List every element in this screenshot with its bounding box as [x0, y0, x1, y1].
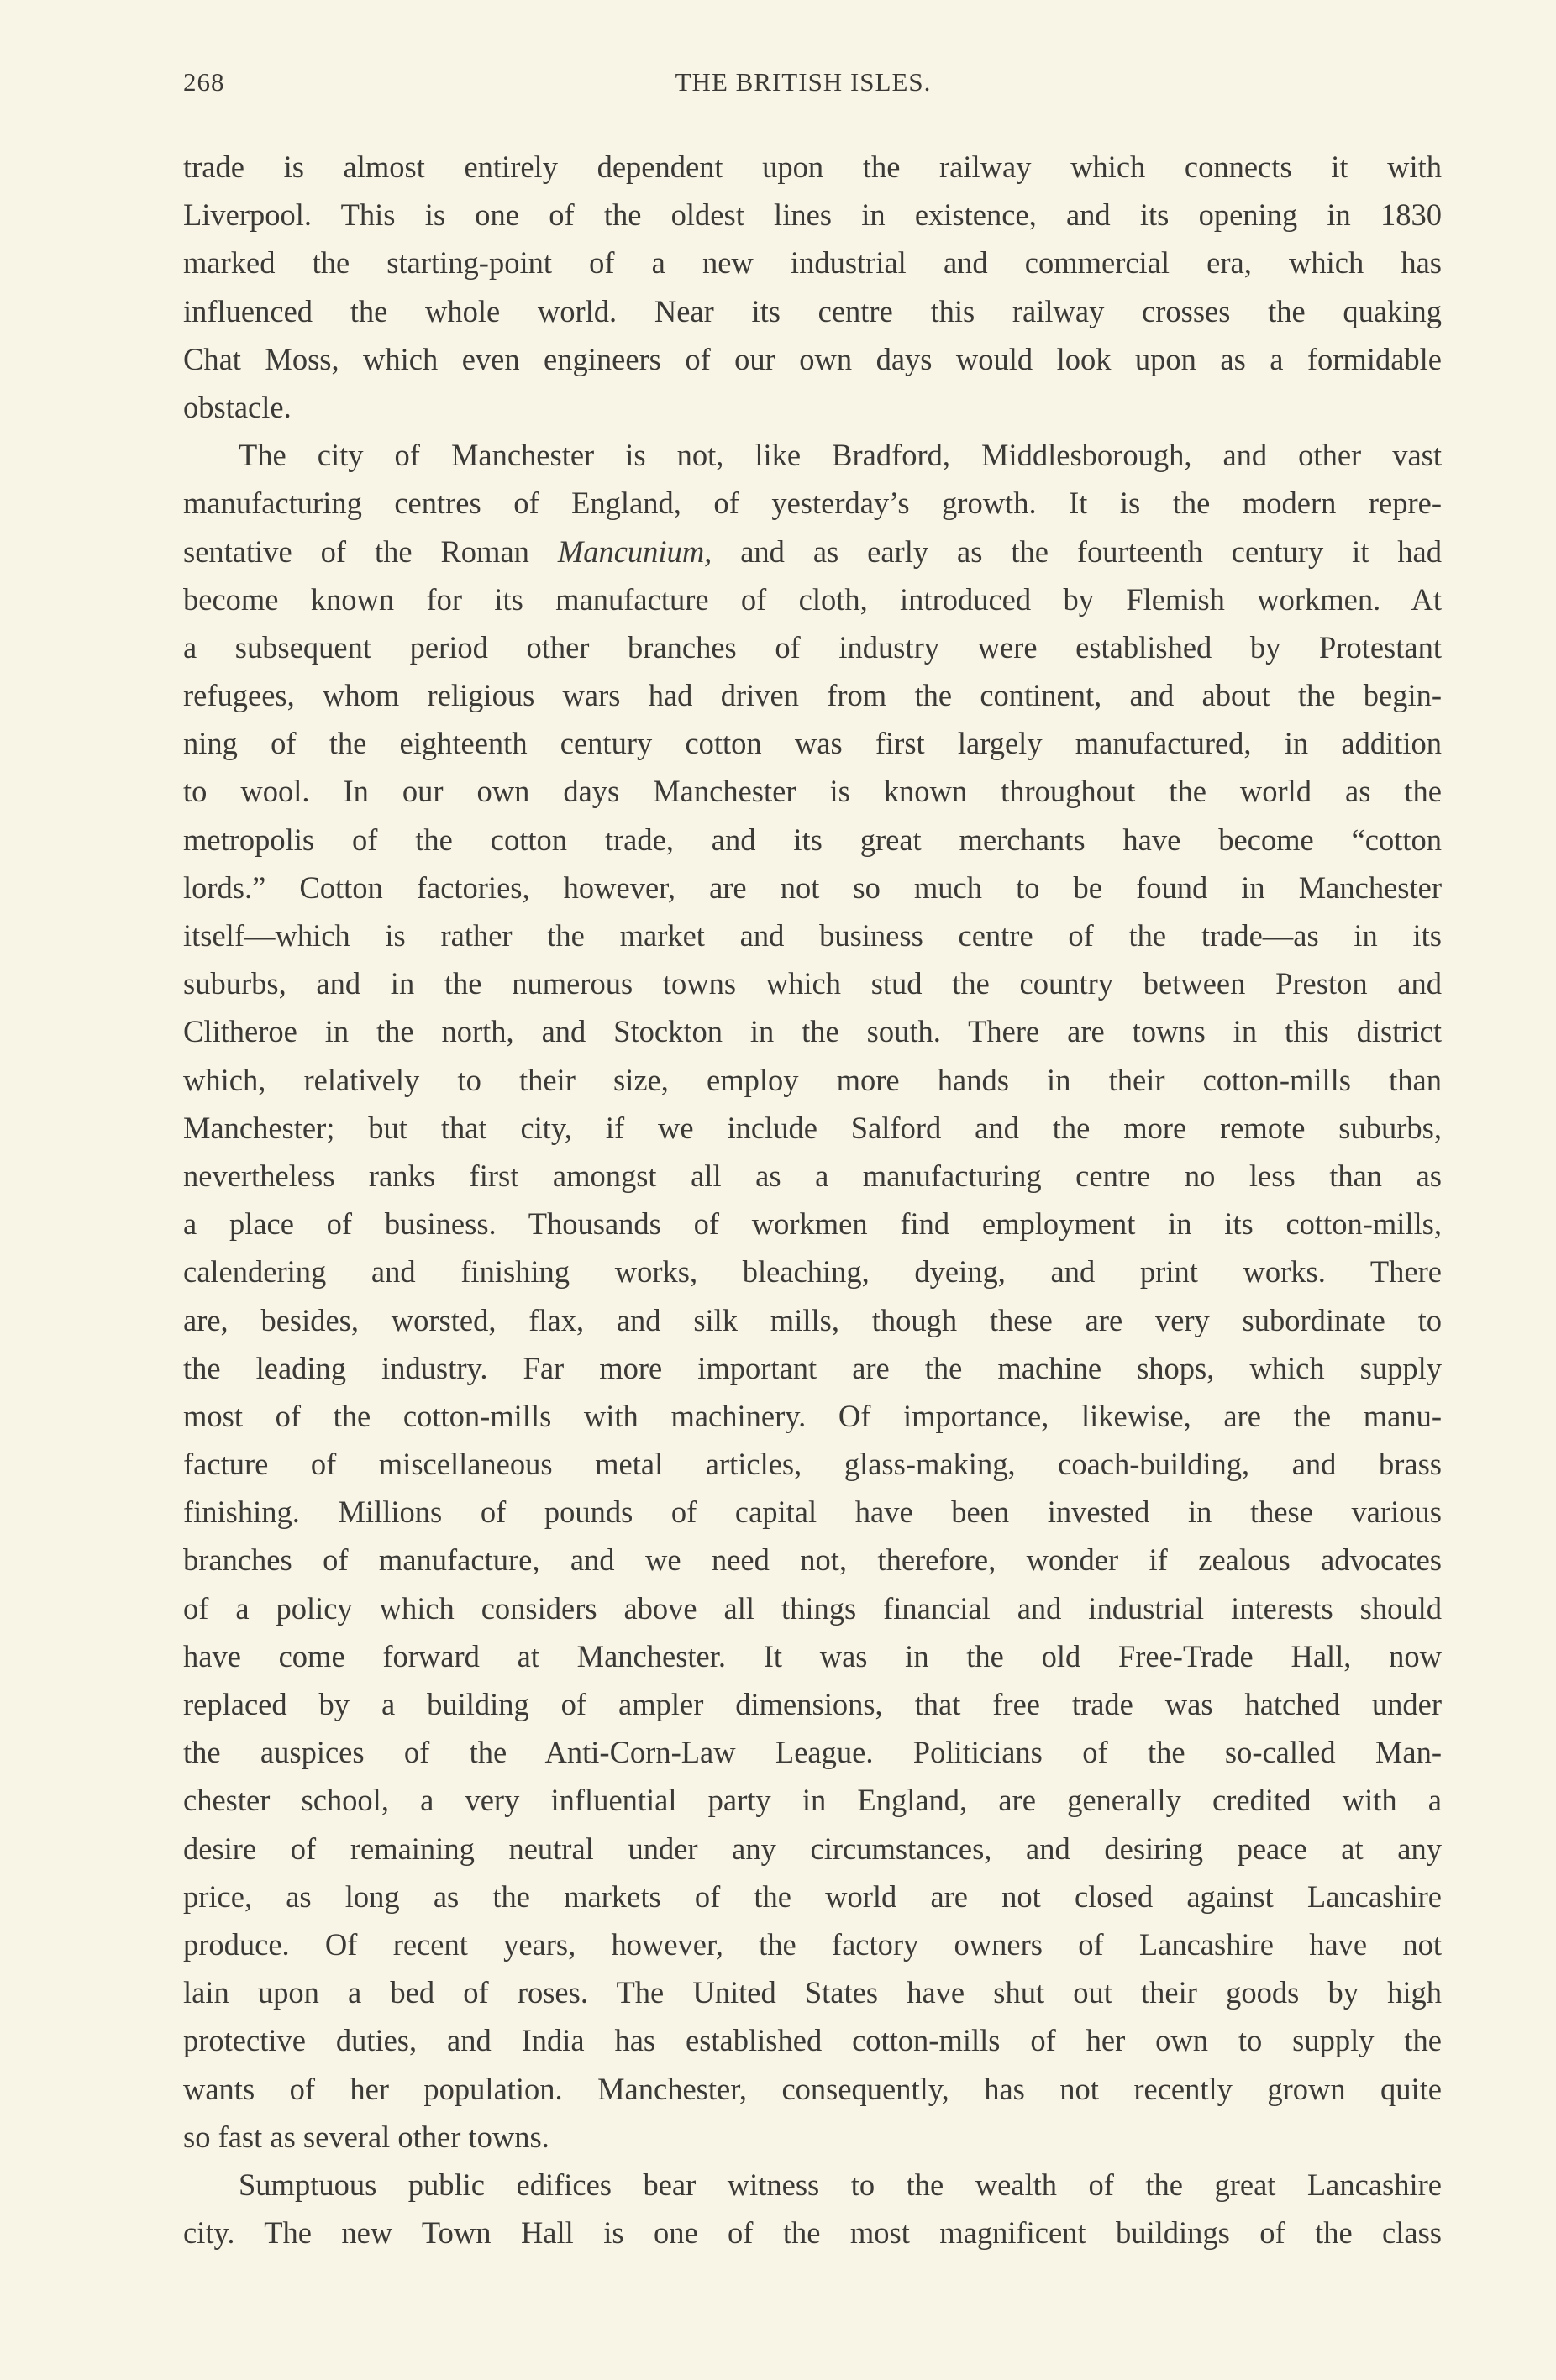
text-line [183, 1632, 1442, 1680]
text-line [183, 1728, 1442, 1776]
text-line [183, 1007, 1442, 1055]
text-line-content: the leading industry. Far more important are the machine shops, which supply [183, 1350, 1442, 1385]
text-line [183, 1392, 1442, 1440]
text-line-content: a subsequent period other branches of industry were established by Protestant [183, 629, 1442, 665]
text-line [183, 1873, 1442, 1920]
text-line [183, 287, 1442, 335]
text-line-content: Clitheroe in the north, and Stockton in the south. There are towns in this district [183, 1014, 1442, 1049]
text-line-content: which, relatively to their size, employ more hands in their cotton-mills than [183, 1062, 1442, 1097]
text-line-content: branches of manufacture, and we need not, therefore, wonder if zealous advocates [183, 1542, 1442, 1578]
text-line-content: ning of the eighteenth century cotton was first largely manufactured, in addition [183, 726, 1442, 761]
text-line [183, 1536, 1442, 1584]
text-line [183, 143, 1442, 191]
text-line-content: nevertheless ranks first amongst all as a manufacturing centre no less than as [183, 1158, 1442, 1193]
text-line [183, 1968, 1442, 2016]
text-line [183, 671, 1442, 719]
text-line-content: price, as long as the markets of the world are not closed against Lancashire [183, 1878, 1442, 1914]
text-line [183, 431, 1442, 479]
text-line-content: so fast as several other towns. [183, 2119, 549, 2154]
text-line [183, 864, 1442, 912]
text-line-content: Manchester; but that city, if we include Salford and the more remote suburbs, [183, 1110, 1442, 1145]
body-text [183, 143, 1442, 2257]
text-line [183, 1248, 1442, 1295]
text-line [183, 1296, 1442, 1344]
text-line-content: most of the cotton-mills with machinery. Of importance, likewise, are the manu- [183, 1398, 1442, 1433]
text-line-content: calendering and finishing works, bleaching, dyeing, and print works. There [183, 1254, 1442, 1290]
text-line [183, 1440, 1442, 1488]
text-line [183, 1776, 1442, 1824]
text-line-content: to wool. In our own days Manchester is known throughout the world as the [183, 774, 1442, 809]
text-line [183, 912, 1442, 959]
text-line-content: replaced by a building of ampler dimensions, that free trade was hatched under [183, 1687, 1442, 1721]
text-line-content: sentative of the Roman [183, 533, 558, 569]
text-line-content: a place of business. Thousands of workmen find employment in its cotton-mills, [183, 1206, 1442, 1242]
text-line-continuation: and as early as the fourteenth century it had [712, 533, 1443, 569]
italic-term: Mancunium, [557, 533, 712, 569]
text-line-content: influenced the whole world. Near its centre this railway crosses the quaking [183, 293, 1442, 328]
text-line [183, 1488, 1442, 1536]
text-line [183, 1152, 1442, 1200]
text-line [183, 528, 1442, 575]
text-line [183, 479, 1442, 527]
text-line-content: lords.” Cotton factories, however, are not so much to be found in Manchester [183, 870, 1442, 905]
text-line [183, 2065, 1442, 2113]
text-line-content: lain upon a bed of roses. The United States have shut out their goods by high [183, 1975, 1442, 2010]
text-line [183, 239, 1442, 286]
text-line-content: trade is almost entirely dependent upon the railway which connects it with [183, 150, 1442, 184]
text-line-content: the auspices of the Anti-Corn-Law League. Politicians of the so-called Man- [183, 1735, 1442, 1770]
text-line-content: Chat Moss, which even engineers of our own days would look upon as a formidable [183, 341, 1442, 376]
text-line-content: finishing. Millions of pounds of capital have been invested in these various [183, 1495, 1442, 1530]
text-line-content: Liverpool. This is one of the oldest lines in existence, and its opening in 1830 [183, 197, 1442, 233]
text-line-content: The city of Manchester is not, like Bradford, Middlesborough, and other vast [239, 438, 1442, 473]
text-line [183, 383, 1442, 431]
text-line [183, 1104, 1442, 1152]
text-line-content: chester school, a very influential party in England, are generally credited with a [183, 1783, 1442, 1818]
text-line-content: wants of her population. Manchester, consequently, has not recently grown quite [183, 2071, 1442, 2106]
text-line-content: are, besides, worsted, flax, and silk mills, though these are very subordinate to [183, 1302, 1442, 1337]
text-line-content: obstacle. [183, 389, 292, 424]
page-number: 268 [183, 67, 225, 97]
text-line-content: desire of remaining neutral under any circumstances, and desiring peace at any [183, 1831, 1442, 1866]
text-line [183, 1680, 1442, 1728]
text-line [183, 1584, 1442, 1632]
text-line [183, 767, 1442, 815]
text-line [183, 719, 1442, 767]
text-line [183, 816, 1442, 864]
text-line [183, 623, 1442, 671]
text-line [183, 335, 1442, 383]
text-line-content: of a policy which considers above all things financial and industrial interests should [183, 1590, 1442, 1626]
text-line [183, 2113, 1442, 2161]
text-line [183, 2209, 1442, 2257]
text-line-content: refugees, whom religious wars had driven from the continent, and about the begin- [183, 678, 1442, 713]
text-line [183, 959, 1442, 1007]
text-line [183, 1056, 1442, 1104]
text-line [183, 1920, 1442, 1968]
text-line [183, 2161, 1442, 2209]
text-line-content: itself—which is rather the market and business centre of the trade—as in its [183, 918, 1442, 953]
text-line [183, 1825, 1442, 1873]
text-line-content: protective duties, and India has established cotton-mills of her own to supply the [183, 2023, 1442, 2058]
text-line-content: become known for its manufacture of cloth, introduced by Flemish workmen. At [183, 581, 1442, 617]
text-line-content: suburbs, and in the numerous towns which stud the country between Preston and [183, 966, 1442, 1001]
text-line [183, 1200, 1442, 1248]
text-line [183, 1344, 1442, 1392]
text-line [183, 575, 1442, 623]
text-line-content: metropolis of the cotton trade, and its great merchants have become “cotton [183, 822, 1442, 857]
text-line-content: facture of miscellaneous metal articles, glass-making, coach-building, and brass [183, 1447, 1442, 1482]
text-line-content: city. The new Town Hall is one of the most magnificent buildings of the class [183, 2215, 1442, 2251]
text-line-content: have come forward at Manchester. It was in the old Free-Trade Hall, now [183, 1638, 1442, 1673]
text-line-content: marked the starting-point of a new industrial and commercial era, which has [183, 245, 1442, 281]
running-head: THE BRITISH ISLES. [675, 67, 932, 97]
text-line-content: manufacturing centres of England, of yesterday’s growth. It is the modern repre- [183, 486, 1442, 521]
text-line [183, 191, 1442, 239]
text-line-content: produce. Of recent years, however, the factory owners of Lancashire have not [183, 1926, 1442, 1962]
text-line-content: Sumptuous public edifices bear witness to the wealth of the great Lancashire [239, 2167, 1442, 2202]
text-line [183, 2016, 1442, 2064]
